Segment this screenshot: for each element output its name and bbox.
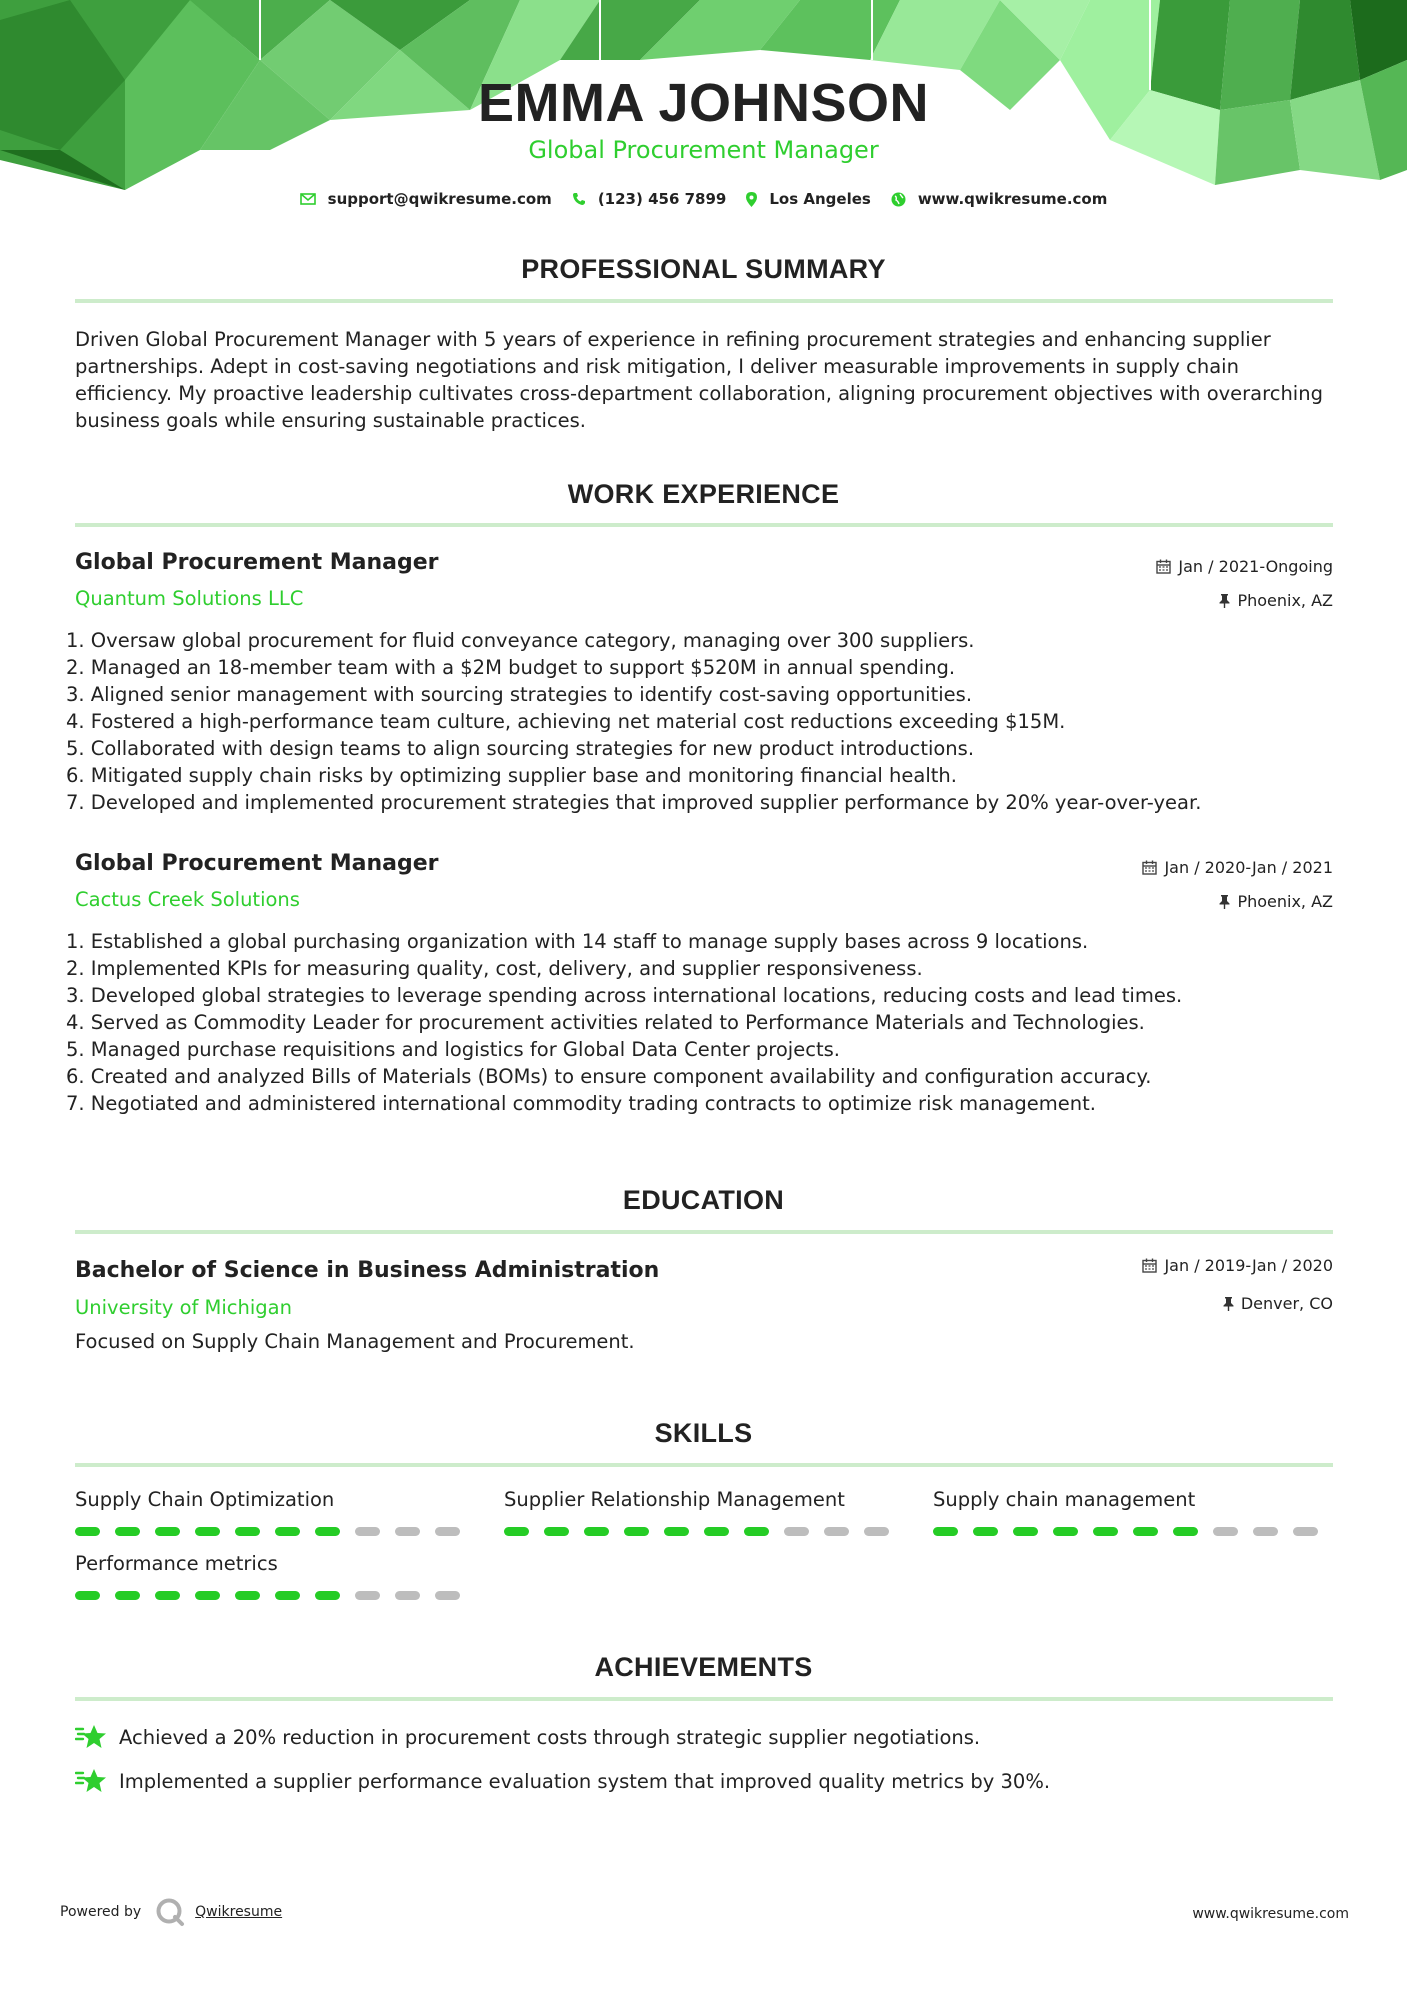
job-title: Global Procurement Manager [75,550,439,575]
education-school: University of Michigan [75,1296,292,1319]
skill-rating [75,1527,475,1536]
skill-dash-empty [355,1527,380,1536]
skills-rule [75,1463,1333,1467]
achievements-rule [75,1697,1333,1701]
list-item: 5. Managed purchase requisitions and logistics for Global Data Center projects. [66,1038,840,1061]
skill-dash-empty [355,1591,380,1600]
list-item: 2. Implemented KPIs for measuring quality, cost, delivery, and supplier responsiveness. [66,957,923,980]
job-bullets [66,928,1346,1117]
skill-item [75,1488,475,1536]
skill-dash-filled [75,1527,100,1536]
achievement-item [75,1767,1050,1795]
skill-dash-filled [504,1527,529,1536]
list-item: 4. Fostered a high-performance team culture, achieving net material cost reductions exceeding $15M. [66,710,1066,733]
skill-item [504,1488,904,1536]
list-item: 3. Developed global strategies to leverage spending across international locations, reducing costs and lead times. [66,984,1183,1007]
skill-name: Supply Chain Optimization [75,1488,335,1511]
globe-icon [891,192,906,207]
job-company: Quantum Solutions LLC [75,587,304,610]
list-item: 4. Served as Commodity Leader for procurement activities related to Performance Materials and Technologies. [66,1011,1145,1034]
skill-dash-filled [195,1591,220,1600]
job-location-text: Phoenix, AZ [1237,892,1333,911]
skill-dash-empty [784,1527,809,1536]
skill-dash-empty [1293,1527,1318,1536]
skill-dash-filled [584,1527,609,1536]
skill-dash-filled [155,1527,180,1536]
candidate-title: Global Procurement Manager [528,136,879,164]
skill-dash-filled [75,1591,100,1600]
list-item: 7. Negotiated and administered international commodity trading contracts to optimize risk management. [66,1092,1096,1115]
achievement-text: Implemented a supplier performance evaluation system that improved quality metrics by 30%. [119,1769,1051,1793]
contact-phone[interactable] [572,190,727,208]
powered-by-label: Powered by [60,1904,142,1920]
calendar-icon [1142,860,1157,875]
summary-rule [75,299,1333,303]
skill-item [933,1488,1333,1536]
skill-dash-filled [235,1527,260,1536]
list-item: 7. Developed and implemented procurement strategies that improved supplier performance by 20% year-over-year. [66,791,1202,814]
job-dates [1142,858,1333,877]
achievement-item [75,1723,980,1751]
job-location [1219,892,1333,911]
skill-dash-filled [315,1527,340,1536]
job-title: Global Procurement Manager [75,851,439,876]
education-location [1223,1294,1333,1313]
skill-dash-filled [115,1527,140,1536]
skill-dash-filled [115,1591,140,1600]
job-dates-text: Jan / 2020-Jan / 2021 [1164,858,1333,877]
phone-icon [572,192,586,206]
list-item: 3. Aligned senior management with sourcing strategies to identify cost-saving opportunities. [66,683,973,706]
envelope-icon [300,193,316,205]
footer-website[interactable]: www.qwikresume.com [1192,1906,1349,1922]
skill-dash-filled [155,1591,180,1600]
skill-dash-filled [195,1527,220,1536]
candidate-name: EMMA JOHNSON [477,73,930,133]
skill-name: Supplier Relationship Management [504,1488,845,1511]
list-item: 6. Created and analyzed Bills of Materials (BOMs) to ensure component availability and configuration accuracy. [66,1065,1152,1088]
calendar-icon [1156,559,1171,574]
job-location-text: Phoenix, AZ [1237,591,1333,610]
skill-dash-empty [435,1591,460,1600]
skill-dash-filled [1133,1527,1158,1536]
skill-dash-filled [544,1527,569,1536]
location-text: Los Angeles [769,190,871,208]
pushpin-icon [1219,895,1230,909]
skill-dash-filled [1013,1527,1038,1536]
summary-text: Driven Global Procurement Manager with 5 years of experience in refining procurement strategies and enhancing supplier partnerships. Adept in cost-saving negotiations and risk mitigation, I deliver measurable improvements in supply chain efficiency. My proactive leadership cultivates cross-department collaboration, aligning procurement objectives with overarching business goals while ensuring sustainable practices. [75,328,1323,432]
contact-website[interactable] [891,190,1108,208]
list-item: 1. Oversaw global procurement for fluid conveyance category, managing over 300 suppliers. [66,629,975,652]
list-item: 5. Collaborated with design teams to align sourcing strategies for new product introductions. [66,737,975,760]
contact-location [746,190,870,208]
skill-dash-filled [275,1591,300,1600]
website-text: www.qwikresume.com [917,190,1108,208]
skill-dash-empty [395,1591,420,1600]
skill-dash-empty [824,1527,849,1536]
skill-rating [75,1591,475,1600]
education-location-text: Denver, CO [1240,1294,1333,1313]
skill-dash-empty [395,1527,420,1536]
skill-name: Performance metrics [75,1552,278,1575]
job-bullets [66,627,1346,816]
education-dates-text: Jan / 2019-Jan / 2020 [1164,1256,1333,1275]
education-rule [75,1230,1333,1234]
skill-dash-empty [1253,1527,1278,1536]
experience-heading: WORK EXPERIENCE [567,479,840,509]
achievement-text: Achieved a 20% reduction in procurement costs through strategic supplier negotiations. [119,1725,981,1749]
phone-text: (123) 456 7899 [597,190,727,208]
skill-dash-filled [704,1527,729,1536]
skill-dash-filled [275,1527,300,1536]
skill-dash-filled [744,1527,769,1536]
skill-dash-filled [1093,1527,1118,1536]
star-icon [75,1767,107,1795]
achievements-heading: ACHIEVEMENTS [594,1652,813,1682]
job-dates-text: Jan / 2021-Ongoing [1178,557,1333,576]
education-heading: EDUCATION [622,1185,785,1215]
skill-dash-filled [664,1527,689,1536]
map-pin-icon [746,192,757,207]
skill-rating [933,1527,1333,1536]
skill-dash-filled [315,1591,340,1600]
skill-dash-empty [864,1527,889,1536]
contact-bar [0,190,1407,208]
calendar-icon [1142,1258,1157,1273]
skill-dash-filled [1053,1527,1078,1536]
skill-dash-filled [1173,1527,1198,1536]
job-dates [1156,557,1333,576]
skill-dash-empty [1213,1527,1238,1536]
skill-name: Supply chain management [933,1488,1196,1511]
qwikresume-link[interactable]: Qwikresume [195,1904,283,1920]
skill-dash-filled [973,1527,998,1536]
list-item: 1. Established a global purchasing organization with 14 staff to manage supply bases across 9 locations. [66,930,1089,953]
job-location [1219,591,1333,610]
star-icon [75,1723,107,1751]
qwikresume-logo-icon [155,1897,185,1927]
skill-dash-filled [624,1527,649,1536]
pushpin-icon [1223,1297,1234,1311]
skill-dash-empty [435,1527,460,1536]
email-text: support@qwikresume.com [327,190,552,208]
list-item: 6. Mitigated supply chain risks by optimizing supplier base and monitoring financial health. [66,764,957,787]
contact-email[interactable] [300,190,552,208]
pushpin-icon [1219,594,1230,608]
education-degree: Bachelor of Science in Business Administration [75,1258,660,1283]
skill-dash-filled [235,1591,260,1600]
skill-dash-filled [933,1527,958,1536]
skill-rating [504,1527,904,1536]
list-item: 2. Managed an 18-member team with a $2M budget to support $520M in annual spending. [66,656,956,679]
education-dates [1142,1256,1333,1275]
job-company: Cactus Creek Solutions [75,888,300,911]
experience-rule [75,523,1333,527]
footer-branding [60,1897,282,1927]
skill-item [75,1552,475,1600]
education-description: Focused on Supply Chain Management and Procurement. [75,1330,635,1353]
summary-heading: PROFESSIONAL SUMMARY [521,254,886,284]
skills-heading: SKILLS [654,1418,753,1448]
